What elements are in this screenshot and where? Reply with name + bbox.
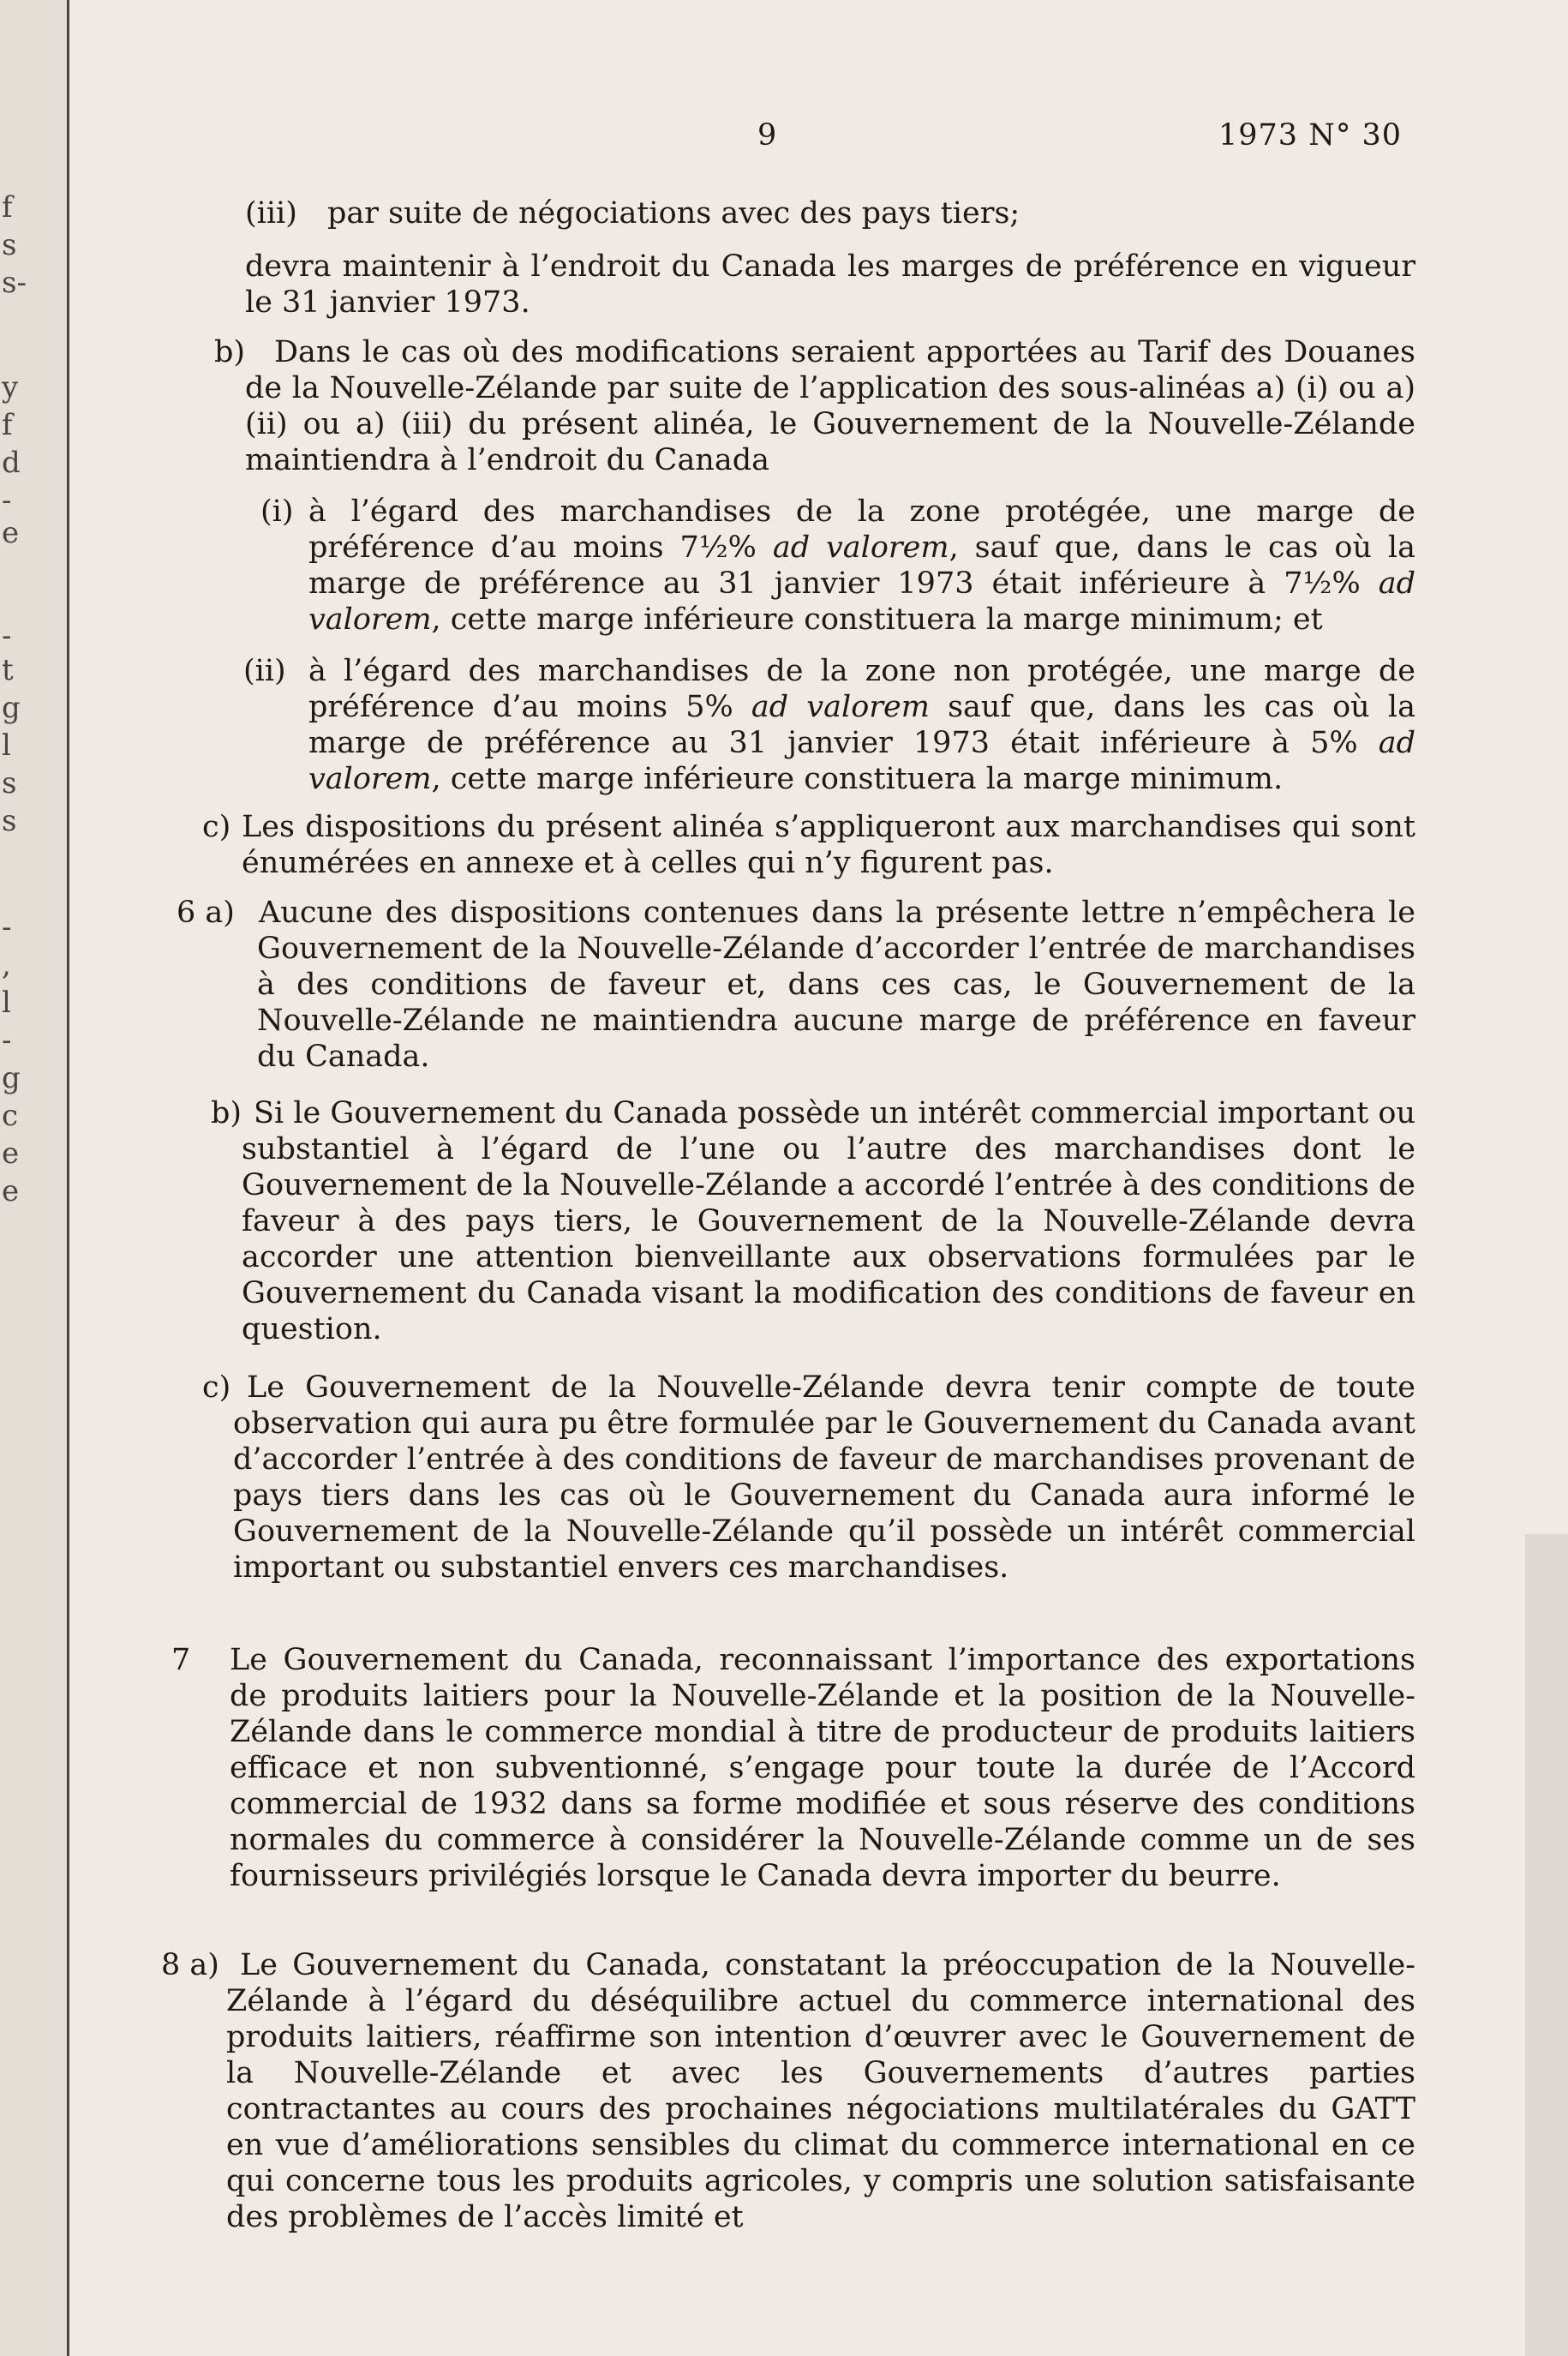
fragment: - [2, 619, 12, 653]
italic-term: ad valorem [308, 567, 1415, 637]
clause-continuation [245, 249, 1415, 321]
clause-5b [214, 334, 1415, 478]
clause-6c [202, 1370, 1415, 1586]
clause-text: Si le Gouvernement du Canada possède un intérêt commercial important ou substantiel à l’égard de l’une ou l’autre des marchandises dont le Gouvernement de la Nouvelle-Zélande a accordé l’entrée à des conditions de faveur à des pays tiers, le Gouvernement de la Nouvelle-Zélande devra accorder une attention bienveillante aux observations formulées par le Gouvernement du Canada visant la modification des conditions de faveur en question. [242, 1096, 1415, 1346]
scan-edge-shadow [1525, 1534, 1568, 2356]
fragment: s [2, 804, 17, 838]
fragment: f [2, 408, 13, 442]
clause-text [308, 494, 1415, 638]
clause-marker: b) [214, 335, 246, 369]
fragment: e [2, 1136, 20, 1171]
clause-text [308, 653, 1415, 797]
clause-text: devra maintenir à l’endroit du Canada les marges de préférence en vigueur le 31 janvier 1973. [245, 249, 1415, 320]
text-run: , cette marge inférieure constituera la marge minimum; et [431, 602, 1323, 637]
fragment: e [2, 516, 20, 550]
clause-marker: 8 a) [161, 1948, 219, 1982]
fragment: y [2, 370, 19, 405]
clause-6a [177, 895, 1415, 1075]
italic-term: ad valorem [308, 726, 1415, 796]
clause-7 [171, 1642, 1415, 1894]
clause-text: Dans le cas où des modifications seraient apportées au Tarif des Douanes de la Nouvelle-Zélande par suite de l’application des sous-alinéas a) (i) ou a) (ii) ou a) (iii) du présent alinéa, le Gouvernement de la Nouvelle-Zélande maintiendra à l’endroit du Canada [245, 335, 1415, 477]
clause-6b [211, 1095, 1415, 1347]
text-run: à l’égard des marchandises de la zone protégée, une marge de préférence d’au moins 7½% [308, 495, 1415, 565]
clause-text: Le Gouvernement du Canada, reconnaissant l’importance des exportations de produits laitiers pour la Nouvelle-Zélande et la position de la Nouvelle-Zélande dans le commerce mondial à titre de producteur de produits laitiers efficace et non subventionné, s’engage pour toute la durée de l’Accord commercial de 1932 dans sa forme modifiée et sous réserve des conditions normales du commerce à considérer la Nouvelle-Zélande comme un de ses fournisseurs privilégiés lorsque le Canada devra importer du beurre. [230, 1643, 1415, 1893]
fragment: - [2, 910, 12, 944]
text-run: , cette marge inférieure constituera la marge minimum. [431, 762, 1284, 796]
clause-5b-ii [243, 653, 1415, 797]
page-header [0, 118, 1568, 161]
clause-a-iii [245, 195, 1403, 231]
clause-5c [202, 809, 1415, 881]
clause-text: Le Gouvernement du Canada, constatant la préoccupation de la Nouvelle-Zélande à l’égard du déséquilibre actuel du commerce international des produits laitiers, réaffirme son intention d’œuvrer avec le Gouvernement de la Nouvelle-Zélande et avec les Gouvernements d’autres parties contractantes au cours des prochaines négociations multilatérales du GATT en vue d’améliorations sensibles du climat du commerce international en ce qui concerne tous les produits agricoles, y compris une solution satisfaisante des problèmes de l’accès limité et [226, 1948, 1415, 2234]
fragment: s [2, 766, 17, 800]
fragment: s- [2, 266, 27, 300]
fragment: l [2, 728, 11, 763]
fragment: g [2, 1061, 21, 1095]
clause-8a [161, 1947, 1415, 2235]
fragment: - [2, 1023, 12, 1058]
clause-marker: (i) [260, 495, 294, 529]
text-run: , sauf que, dans le cas où la marge de préférence au 31 janvier 1973 était inférieure à 7½% [308, 531, 1415, 601]
clause-text: Aucune des dispositions contenues dans la présente lettre n’empêchera le Gouvernement de la Nouvelle-Zélande d’accorder l’entrée de marchandises à des conditions de faveur et, dans ces cas, le Gouvernement de la Nouvelle-Zélande ne maintiendra aucune marge de préférence en faveur du Canada. [257, 896, 1415, 1074]
fragment: l [2, 986, 11, 1020]
fragment: s [2, 228, 17, 262]
clause-marker: 7 [171, 1643, 191, 1677]
fragment: t [2, 653, 14, 687]
fragment: , [2, 948, 11, 982]
clause-text: Les dispositions du présent alinéa s’appliqueront aux marchandises qui sont énumérées en annexe et à celles qui n’y figurent pas. [242, 810, 1415, 880]
clause-marker: c) [202, 1370, 231, 1405]
fragment: g [2, 691, 21, 725]
fragment: f [2, 190, 13, 225]
fragment: d [2, 446, 21, 480]
fragment: e [2, 1174, 20, 1208]
italic-term: ad valorem [751, 690, 930, 724]
fragment: - [2, 483, 12, 518]
clause-marker: (ii) [243, 654, 286, 688]
clause-5b-i [260, 494, 1415, 638]
clause-marker: c) [202, 810, 231, 844]
fragment: c [2, 1099, 19, 1133]
clause-marker: b) [211, 1096, 242, 1130]
page-number: 9 [757, 118, 777, 153]
binding-edge-line [67, 0, 69, 2356]
clause-marker: (iii) [245, 196, 297, 231]
italic-term: ad valorem [772, 531, 949, 565]
text-run: sauf que, dans les cas où la marge de préférence au 31 janvier 1973 était inférieure à 5% [308, 690, 1415, 760]
document-reference: 1973 N° 30 [1218, 118, 1402, 153]
clause-text: par suite de négociations avec des pays tiers; [327, 196, 1020, 231]
clause-marker: 6 a) [177, 896, 235, 930]
text-run: à l’égard des marchandises de la zone non protégée, une marge de préférence d’au moins 5% [308, 654, 1415, 724]
clause-text: Le Gouvernement de la Nouvelle-Zélande devra tenir compte de toute observation qui aura pu être formulée par le Gouvernement du Canada avant d’accorder l’entrée à des conditions de faveur de marchandises provenant de pays tiers dans les cas où le Gouvernement du Canada aura informé le Gouvernement de la Nouvelle-Zélande qu’il possède un intérêt commercial important ou substantiel envers ces marchandises. [233, 1370, 1415, 1585]
